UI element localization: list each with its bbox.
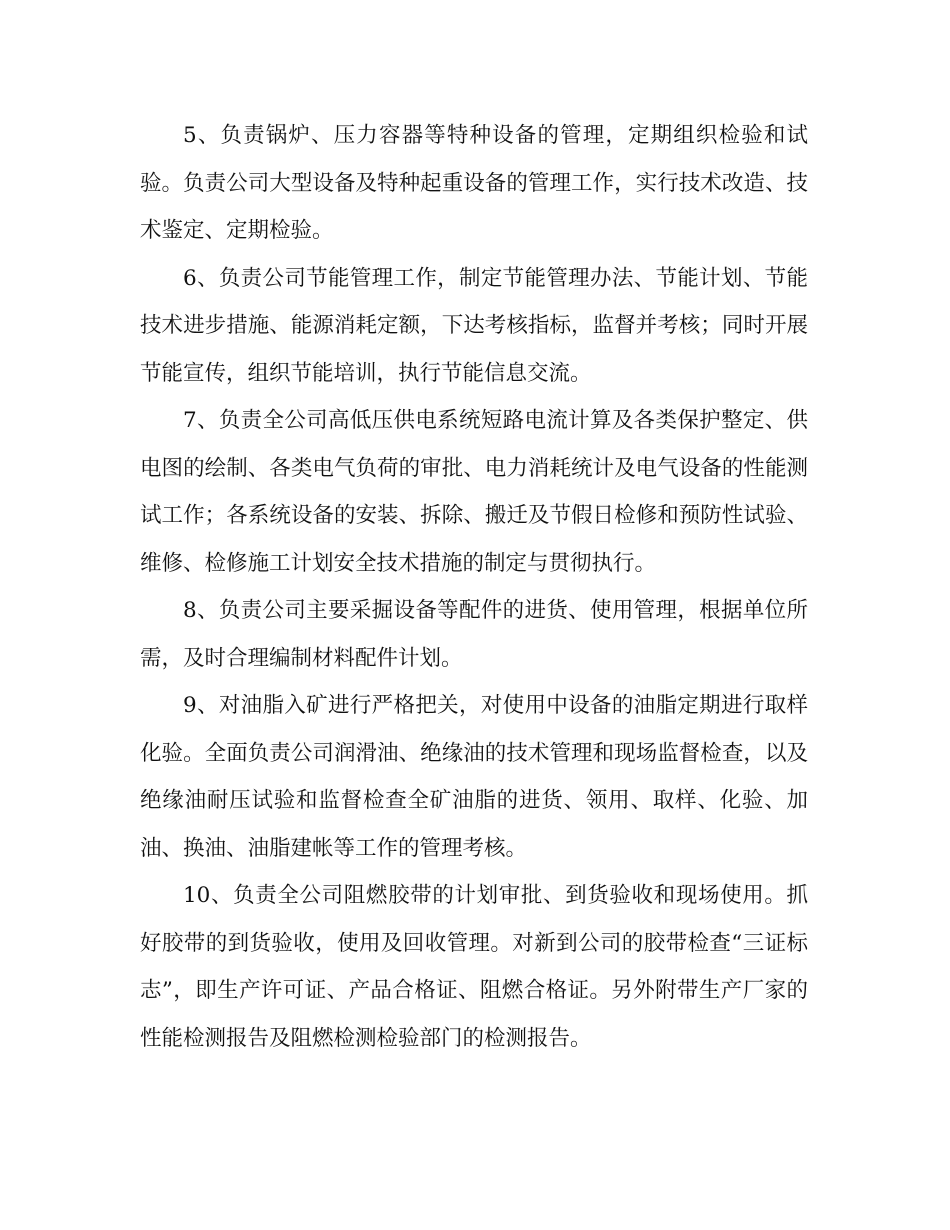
- paragraph-10: 10、负责全公司阻燃胶带的计划审批、到货验收和现场使用。抓好胶带的到货验收，使用及回收管理。对新到公司的胶带检查“三证标志”，即生产许可证、产品合格证、阻燃合格证。另外附带生产厂家的性能检测报告及阻燃检测检验部门的检测报告。: [140, 883, 808, 1051]
- paragraph-6: 6、负责公司节能管理工作，制定节能管理办法、节能计划、节能技术进步措施、能源消耗定额，下达考核指标，监督并考核；同时开展节能宣传，组织节能培训，执行节能信息交流。: [140, 265, 808, 386]
- paragraph-9: 9、对油脂入矿进行严格把关，对使用中设备的油脂定期进行取样化验。全面负责公司润滑油、绝缘油的技术管理和现场监督检查，以及绝缘油耐压试验和监督检查全矿油脂的进货、领用、取样、化验、加油、换油、油脂建帐等工作的管理考核。: [140, 693, 808, 861]
- paragraph-5: 5、负责锅炉、压力容器等特种设备的管理，定期组织检验和试验。负责公司大型设备及特种起重设备的管理工作，实行技术改造、技术鉴定、定期检验。: [140, 123, 808, 243]
- paragraph-7: 7、负责全公司高低压供电系统短路电流计算及各类保护整定、供电图的绘制、各类电气负荷的审批、电力消耗统计及电气设备的性能测试工作；各系统设备的安装、拆除、搬迁及节假日检修和预防性试验、维修、检修施工计划安全技术措施的制定与贯彻执行。: [140, 408, 808, 576]
- document-body: [140, 112, 808, 1062]
- paragraph-8: 8、负责公司主要采掘设备等配件的进货、使用管理，根据单位所需，及时合理编制材料配件计划。: [140, 598, 808, 671]
